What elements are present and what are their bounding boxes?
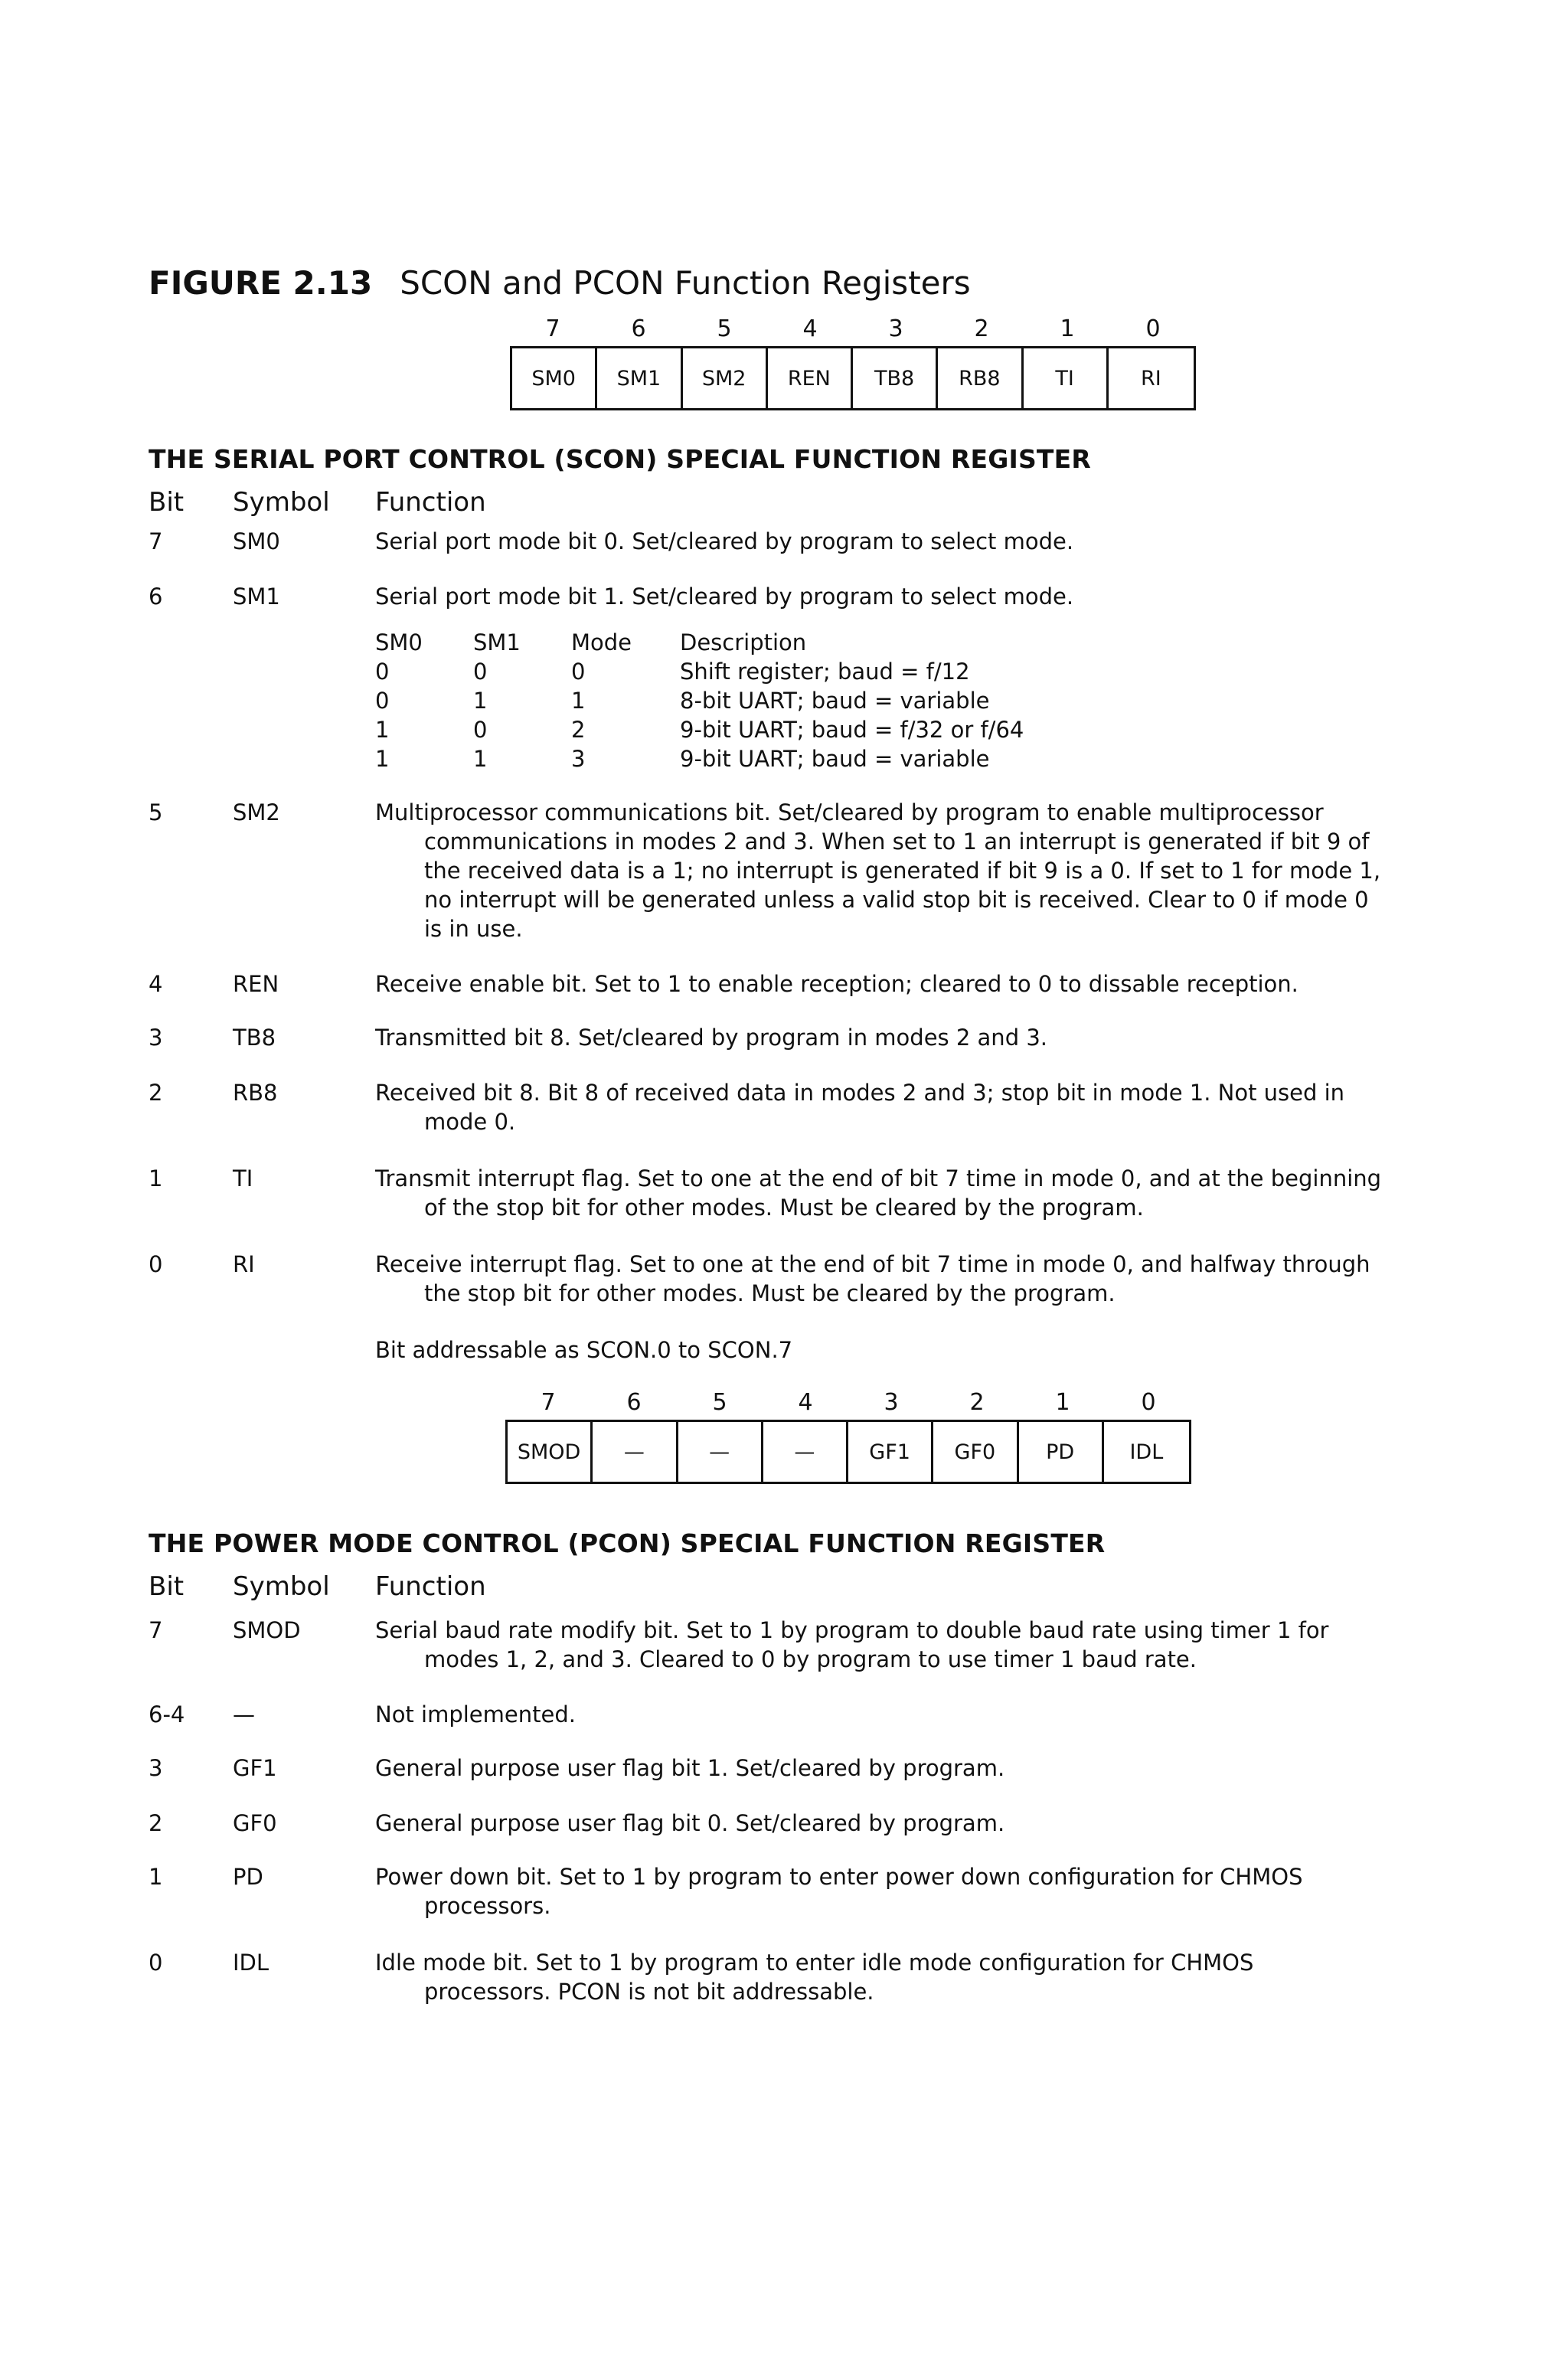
row-symbol: IDL (233, 1950, 270, 1976)
scon-cell-ri: RI (1141, 366, 1161, 391)
mode-table-cell: Shift register; baud = f/12 (680, 659, 970, 685)
mode-table-header: SM1 (473, 629, 521, 655)
pcon-bit-number: 7 (541, 1389, 556, 1416)
mode-table-cell: 0 (375, 688, 390, 714)
pcon-bit-numbers (505, 1386, 1191, 1420)
row-function (375, 1078, 1363, 1136)
scon-bit-number: 6 (631, 315, 646, 342)
function-line: Receive enable bit. Set to 1 to enable reception; cleared to 0 to dissable reception. (375, 971, 1298, 997)
row-symbol: TB8 (233, 1025, 276, 1051)
row-bit: 6 (149, 583, 163, 610)
row-symbol: — (233, 1701, 255, 1728)
pcon-register-box (505, 1420, 1191, 1484)
mode-table-cell: 0 (571, 659, 586, 685)
row-symbol: TI (233, 1165, 253, 1191)
row-symbol: SM1 (233, 583, 280, 610)
pcon-cell-gf0: GF0 (933, 1422, 1018, 1482)
pcon-bit-number: 6 (626, 1389, 642, 1416)
mode-table-row (375, 715, 1063, 744)
figure-title: SCON and PCON Function Registers (400, 264, 971, 302)
scon-bit-number: 4 (802, 315, 818, 342)
row-symbol: GF1 (233, 1755, 277, 1781)
row-bit: 3 (149, 1025, 163, 1051)
row-function (375, 1700, 1363, 1729)
scon-header-bit: Bit (149, 487, 185, 518)
scon-bit-number: 1 (1060, 315, 1075, 342)
pcon-bit-number: 4 (798, 1389, 813, 1416)
row-symbol: SMOD (233, 1617, 301, 1643)
mode-table-header: SM0 (375, 629, 423, 655)
scon-bit-number: 2 (974, 315, 989, 342)
mode-table (375, 628, 1063, 773)
row-function (375, 1862, 1363, 1920)
row-function (375, 1948, 1363, 2006)
scon-cell-rb8: RB8 (938, 348, 1023, 408)
mode-table-header: Mode (571, 629, 632, 655)
row-bit: 2 (149, 1810, 163, 1836)
pcon-cell-smod: SMOD (508, 1422, 593, 1482)
mode-table-cell: 1 (375, 746, 390, 772)
row-bit: 1 (149, 1165, 163, 1191)
function-line: is in use. (424, 916, 523, 942)
row-symbol: PD (233, 1864, 263, 1890)
row-function (375, 1809, 1363, 1838)
pcon-bit-number: 3 (884, 1389, 899, 1416)
mode-table-cell: 1 (473, 688, 488, 714)
function-line: General purpose user flag bit 1. Set/cleared by program. (375, 1755, 1005, 1781)
mode-table-row (375, 686, 1063, 715)
scon-cell-sm2: SM2 (683, 348, 768, 408)
pcon-cell-gf1: GF1 (848, 1422, 933, 1482)
mode-table-cell: 0 (375, 659, 390, 685)
row-function (375, 798, 1381, 943)
row-bit: 4 (149, 971, 163, 997)
pcon-cell-unused: — (593, 1422, 678, 1482)
mode-table-cell: 0 (473, 717, 488, 743)
mode-table-cell: 1 (375, 717, 390, 743)
function-line: Idle mode bit. Set to 1 by program to enter idle mode configuration for CHMOS (375, 1950, 1254, 1976)
function-line: no interrupt will be generated unless a valid stop bit is received. Clear to 0 if mode 0 (424, 887, 1369, 913)
row-bit: 3 (149, 1755, 163, 1781)
function-line: the received data is a 1; no interrupt is generated if bit 9 is a 0. If set to 1 for mode 1, (424, 858, 1381, 884)
scon-register-diagram (510, 312, 1196, 410)
mode-table-cell: 8-bit UART; baud = variable (680, 688, 990, 714)
pcon-bit-number: 2 (969, 1389, 985, 1416)
pcon-bit-number: 1 (1055, 1389, 1070, 1416)
mode-table-row (375, 744, 1063, 773)
row-bit: 0 (149, 1251, 163, 1277)
row-bit: 2 (149, 1080, 163, 1106)
mode-table-cell: 2 (571, 717, 586, 743)
row-function (375, 527, 1363, 556)
function-line: Received bit 8. Bit 8 of received data in modes 2 and 3; stop bit in mode 1. Not used in (375, 1080, 1345, 1106)
mode-table-cell: 9-bit UART; baud = f/32 or f/64 (680, 717, 1024, 743)
mode-table-row (375, 657, 1063, 686)
function-line: General purpose user flag bit 0. Set/cleared by program. (375, 1810, 1005, 1836)
scon-cell-ti: TI (1024, 348, 1109, 408)
scon-header-function: Function (375, 487, 486, 518)
function-line: Transmitted bit 8. Set/cleared by program in modes 2 and 3. (375, 1025, 1047, 1051)
scon-bit-number: 3 (888, 315, 903, 342)
function-line: modes 1, 2, and 3. Cleared to 0 by program to use timer 1 baud rate. (424, 1646, 1197, 1672)
function-line: Multiprocessor communications bit. Set/cleared by program to enable multiprocessor (375, 799, 1324, 825)
mode-table-header-row (375, 628, 1063, 657)
pcon-section-title: THE POWER MODE CONTROL (PCON) SPECIAL FUNCTION REGISTER (149, 1528, 1106, 1558)
mode-table-cell: 1 (473, 746, 488, 772)
scon-cell-sm1: SM1 (597, 348, 682, 408)
row-function (375, 1164, 1382, 1222)
mode-table-cell: 0 (473, 659, 488, 685)
pcon-header-bit: Bit (149, 1571, 185, 1602)
pcon-bit-number: 5 (712, 1389, 727, 1416)
function-line: processors. PCON is not bit addressable. (424, 1979, 874, 2005)
scon-register-box (510, 346, 1196, 410)
pcon-cell-unused: — (678, 1422, 763, 1482)
row-symbol: RI (233, 1251, 255, 1277)
pcon-bit-number: 0 (1141, 1389, 1156, 1416)
mode-table-header: Description (680, 629, 807, 655)
row-function (375, 1023, 1363, 1052)
row-function (375, 969, 1363, 999)
scon-cell-ren: REN (768, 348, 853, 408)
scon-bit-numbers (510, 312, 1196, 346)
pcon-cell-pd: PD (1019, 1422, 1104, 1482)
scon-header-symbol: Symbol (233, 487, 330, 518)
row-symbol: REN (233, 971, 279, 997)
function-line: Serial baud rate modify bit. Set to 1 by program to double baud rate using timer 1 for (375, 1617, 1329, 1643)
row-function (375, 1616, 1363, 1674)
function-line: processors. (424, 1893, 551, 1919)
function-line: Transmit interrupt flag. Set to one at the end of bit 7 time in mode 0, and at the beginning (375, 1165, 1382, 1191)
scon-bit-number: 7 (545, 315, 560, 342)
pcon-header-function: Function (375, 1571, 486, 1602)
scon-section-title: THE SERIAL PORT CONTROL (SCON) SPECIAL FUNCTION REGISTER (149, 444, 1091, 474)
row-symbol: SM0 (233, 528, 280, 554)
function-line: of the stop bit for other modes. Must be cleared by the program. (424, 1195, 1144, 1221)
row-bit: 1 (149, 1864, 163, 1890)
mode-table-cell: 9-bit UART; baud = variable (680, 746, 990, 772)
scon-bit-addressable-note: Bit addressable as SCON.0 to SCON.7 (375, 1337, 793, 1363)
scon-bit-number: 5 (717, 315, 732, 342)
pcon-register-diagram (505, 1386, 1191, 1484)
mode-table-cell: 1 (571, 688, 586, 714)
function-line: Power down bit. Set to 1 by program to enter power down configuration for CHMOS (375, 1864, 1303, 1890)
row-symbol: RB8 (233, 1080, 278, 1106)
mode-table-cell: 3 (571, 746, 586, 772)
function-line: Receive interrupt flag. Set to one at the end of bit 7 time in mode 0, and halfway through (375, 1251, 1370, 1277)
figure-heading (149, 263, 971, 303)
row-function (375, 1250, 1370, 1308)
figure-label: FIGURE 2.13 (149, 264, 373, 302)
row-bit: 7 (149, 528, 163, 554)
row-bit: 6-4 (149, 1701, 185, 1728)
function-line: Serial port mode bit 0. Set/cleared by program to select mode. (375, 528, 1074, 554)
row-bit: 0 (149, 1950, 163, 1976)
row-function (375, 582, 1363, 611)
function-line: Serial port mode bit 1. Set/cleared by program to select mode. (375, 583, 1074, 610)
row-bit: 5 (149, 799, 163, 825)
function-line: Not implemented. (375, 1701, 576, 1728)
function-line: the stop bit for other modes. Must be cleared by the program. (424, 1280, 1116, 1306)
pcon-cell-idl: IDL (1129, 1440, 1164, 1464)
pcon-cell-unused: — (763, 1422, 848, 1482)
scon-cell-tb8: TB8 (853, 348, 938, 408)
row-function (375, 1754, 1363, 1783)
row-symbol: SM2 (233, 799, 280, 825)
function-line: communications in modes 2 and 3. When set to 1 an interrupt is generated if bit 9 of (424, 829, 1370, 855)
scon-bit-number: 0 (1145, 315, 1161, 342)
row-bit: 7 (149, 1617, 163, 1643)
function-line: mode 0. (424, 1109, 516, 1135)
scon-cell-sm0: SM0 (512, 348, 597, 408)
pcon-header-symbol: Symbol (233, 1571, 330, 1602)
row-symbol: GF0 (233, 1810, 277, 1836)
